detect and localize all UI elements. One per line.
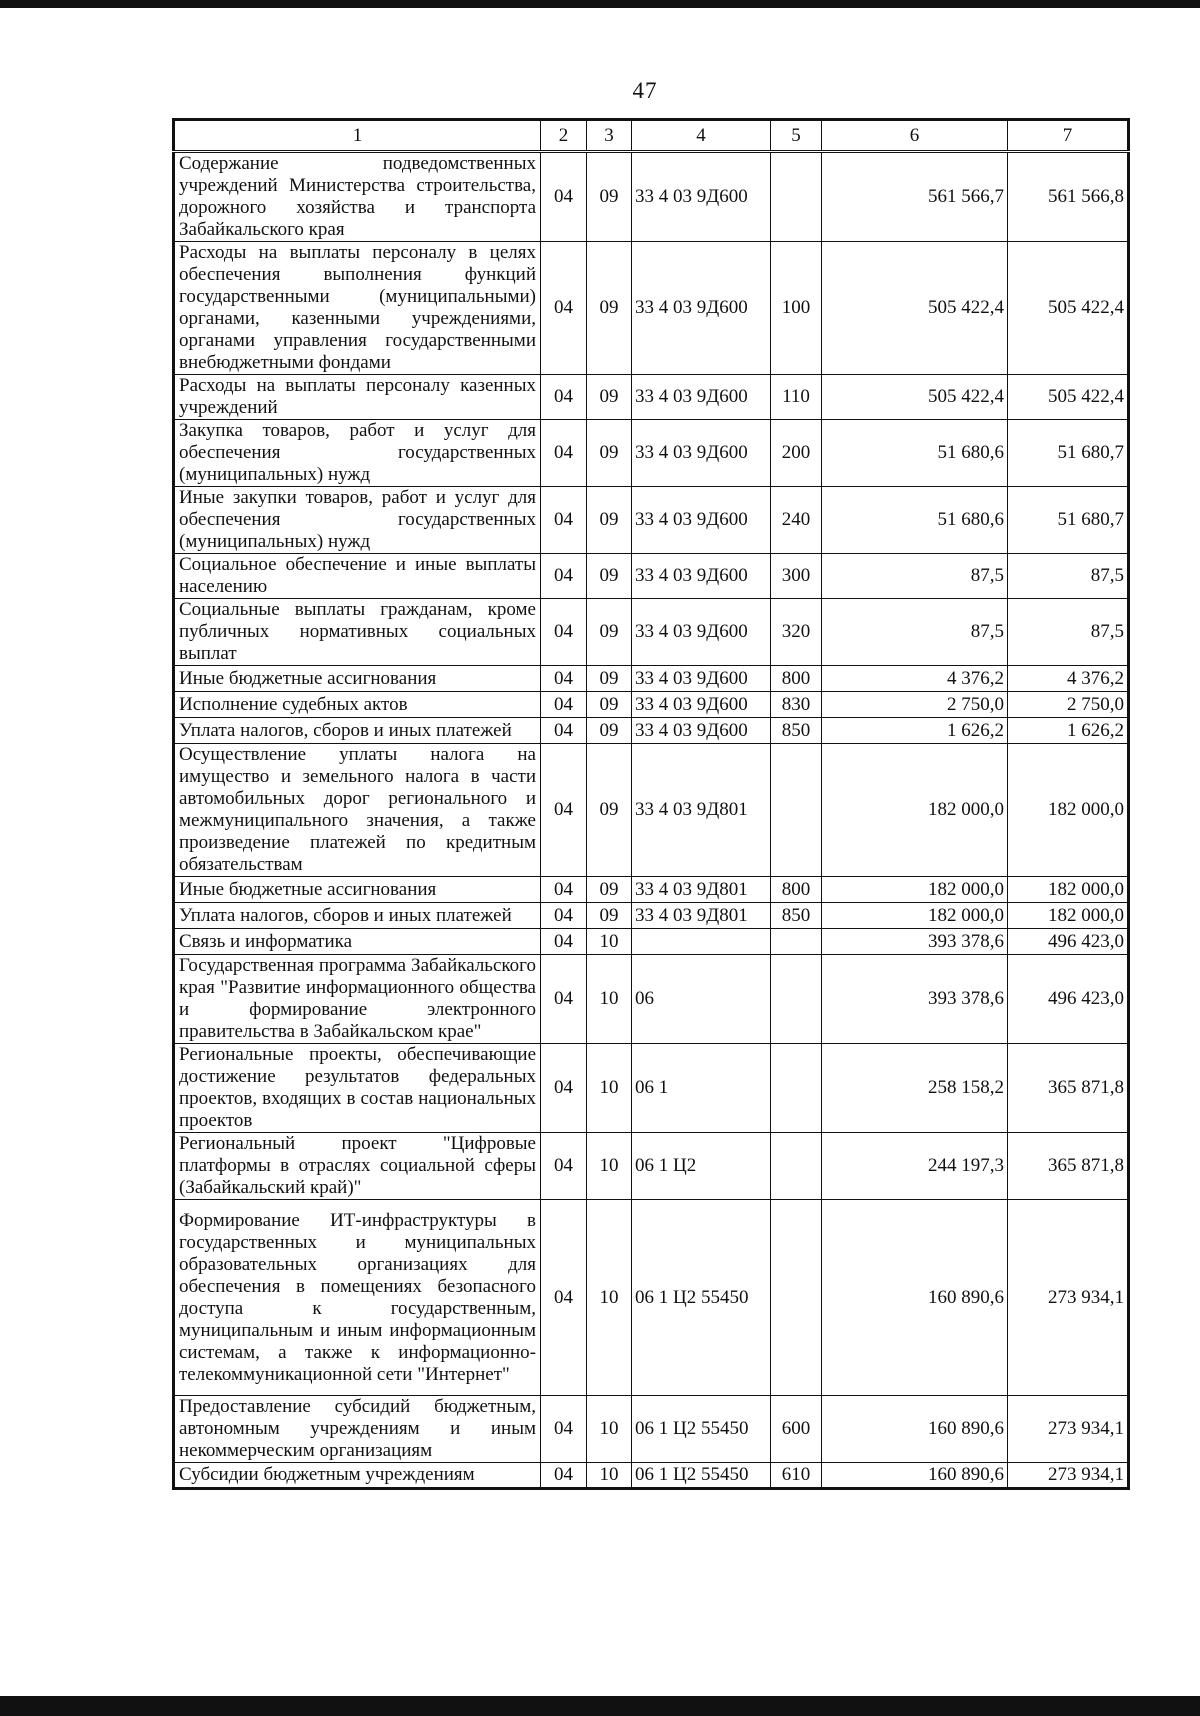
row-section: 04 — [541, 903, 587, 929]
row-amount-1: 87,5 — [822, 554, 1008, 599]
row-section: 04 — [541, 1200, 587, 1396]
row-section: 04 — [541, 599, 587, 666]
row-target-article: 33 4 03 9Д801 — [632, 744, 771, 877]
row-section: 04 — [541, 152, 587, 242]
row-amount-1: 561 566,7 — [822, 152, 1008, 242]
table-row — [174, 903, 1129, 929]
row-amount-2: 87,5 — [1008, 599, 1129, 666]
table-row — [174, 744, 1129, 877]
row-target-article: 33 4 03 9Д600 — [632, 242, 771, 375]
row-target-article: 06 1 Ц2 55450 — [632, 1200, 771, 1396]
row-section: 04 — [541, 1396, 587, 1463]
row-amount-1: 505 422,4 — [822, 242, 1008, 375]
row-subsection: 09 — [587, 903, 632, 929]
row-name: Иные бюджетные ассигнования — [174, 877, 541, 903]
row-expense-type — [771, 1044, 822, 1133]
row-subsection: 09 — [587, 487, 632, 554]
row-expense-type: 600 — [771, 1396, 822, 1463]
row-subsection: 10 — [587, 1044, 632, 1133]
row-amount-1: 393 378,6 — [822, 929, 1008, 955]
row-amount-1: 4 376,2 — [822, 666, 1008, 692]
row-subsection: 10 — [587, 929, 632, 955]
row-amount-2: 182 000,0 — [1008, 903, 1129, 929]
row-target-article: 33 4 03 9Д801 — [632, 877, 771, 903]
row-target-article: 33 4 03 9Д600 — [632, 375, 771, 420]
table-row — [174, 877, 1129, 903]
row-amount-2: 2 750,0 — [1008, 692, 1129, 718]
row-target-article: 33 4 03 9Д600 — [632, 420, 771, 487]
row-amount-2: 505 422,4 — [1008, 375, 1129, 420]
row-section: 04 — [541, 955, 587, 1044]
row-amount-2: 51 680,7 — [1008, 420, 1129, 487]
col-header-amount-1: 6 — [822, 120, 1008, 152]
row-name: Закупка товаров, работ и услуг для обеспечения государственных (муниципальных) нужд — [174, 420, 541, 487]
row-target-article: 33 4 03 9Д600 — [632, 666, 771, 692]
row-expense-type: 800 — [771, 877, 822, 903]
row-name: Уплата налогов, сборов и иных платежей — [174, 903, 541, 929]
table-row — [174, 929, 1129, 955]
row-target-article: 33 4 03 9Д801 — [632, 903, 771, 929]
row-amount-1: 244 197,3 — [822, 1133, 1008, 1200]
row-target-article: 33 4 03 9Д600 — [632, 487, 771, 554]
budget-table — [172, 118, 1130, 1490]
row-target-article: 33 4 03 9Д600 — [632, 152, 771, 242]
row-name: Уплата налогов, сборов и иных платежей — [174, 718, 541, 744]
row-subsection: 09 — [587, 718, 632, 744]
row-expense-type: 850 — [771, 718, 822, 744]
row-name: Исполнение судебных актов — [174, 692, 541, 718]
table-header-row — [174, 120, 1129, 152]
row-expense-type: 830 — [771, 692, 822, 718]
row-target-article: 06 1 Ц2 55450 — [632, 1463, 771, 1489]
row-subsection: 09 — [587, 744, 632, 877]
row-amount-2: 496 423,0 — [1008, 929, 1129, 955]
table-row — [174, 242, 1129, 375]
row-name: Формирование ИТ-инфраструктуры в государственных и муниципальных образовательных организациях для обеспечения в помещениях безопасного доступа к государственным, муниципальным и иным информационным системам, а также к информационно-телекоммуникационной сети "Интернет" — [174, 1200, 541, 1396]
row-amount-1: 182 000,0 — [822, 744, 1008, 877]
row-section: 04 — [541, 242, 587, 375]
row-amount-2: 273 934,1 — [1008, 1396, 1129, 1463]
row-amount-1: 160 890,6 — [822, 1200, 1008, 1396]
row-section: 04 — [541, 1044, 587, 1133]
row-amount-2: 4 376,2 — [1008, 666, 1129, 692]
col-header-section: 2 — [541, 120, 587, 152]
row-target-article: 06 1 — [632, 1044, 771, 1133]
page-number: 47 — [632, 78, 658, 103]
row-name: Расходы на выплаты персоналу казенных учреждений — [174, 375, 541, 420]
row-subsection: 09 — [587, 420, 632, 487]
row-amount-1: 51 680,6 — [822, 487, 1008, 554]
col-header-amount-2: 7 — [1008, 120, 1129, 152]
table-row — [174, 955, 1129, 1044]
row-name: Расходы на выплаты персоналу в целях обеспечения выполнения функций государственными (муниципальными) органами, казенными учреждениями, органами управления государственными внебюджетными фондами — [174, 242, 541, 375]
row-expense-type: 200 — [771, 420, 822, 487]
row-target-article: 06 — [632, 955, 771, 1044]
row-expense-type: 320 — [771, 599, 822, 666]
table-row — [174, 666, 1129, 692]
table-row — [174, 599, 1129, 666]
row-section: 04 — [541, 375, 587, 420]
row-expense-type — [771, 1200, 822, 1396]
scan-bottom-border — [0, 1696, 1200, 1716]
table-row — [174, 718, 1129, 744]
row-name: Содержание подведомственных учреждений Министерства строительства, дорожного хозяйства и транспорта Забайкальского края — [174, 152, 541, 242]
row-section: 04 — [541, 487, 587, 554]
row-section: 04 — [541, 554, 587, 599]
row-amount-1: 51 680,6 — [822, 420, 1008, 487]
table-row — [174, 1044, 1129, 1133]
row-name: Иные закупки товаров, работ и услуг для обеспечения государственных (муниципальных) нужд — [174, 487, 541, 554]
row-name: Субсидии бюджетным учреждениям — [174, 1463, 541, 1489]
table-row — [174, 487, 1129, 554]
table-body — [174, 152, 1129, 1489]
row-amount-2: 561 566,8 — [1008, 152, 1129, 242]
row-amount-1: 1 626,2 — [822, 718, 1008, 744]
row-section: 04 — [541, 666, 587, 692]
row-section: 04 — [541, 929, 587, 955]
row-amount-2: 273 934,1 — [1008, 1463, 1129, 1489]
table-row — [174, 1396, 1129, 1463]
row-target-article: 33 4 03 9Д600 — [632, 554, 771, 599]
row-subsection: 10 — [587, 955, 632, 1044]
table-row — [174, 1133, 1129, 1200]
row-amount-1: 160 890,6 — [822, 1396, 1008, 1463]
scan-top-border — [0, 0, 1200, 8]
table-row — [174, 420, 1129, 487]
row-expense-type: 110 — [771, 375, 822, 420]
row-name: Региональные проекты, обеспечивающие достижение результатов федеральных проектов, входящих в состав национальных проектов — [174, 1044, 541, 1133]
row-subsection: 09 — [587, 554, 632, 599]
table-row — [174, 1200, 1129, 1396]
col-header-expense-type: 5 — [771, 120, 822, 152]
row-subsection: 09 — [587, 152, 632, 242]
row-amount-2: 496 423,0 — [1008, 955, 1129, 1044]
table-row — [174, 554, 1129, 599]
row-subsection: 10 — [587, 1463, 632, 1489]
row-name: Социальные выплаты гражданам, кроме публичных нормативных социальных выплат — [174, 599, 541, 666]
row-amount-2: 365 871,8 — [1008, 1044, 1129, 1133]
row-subsection: 09 — [587, 692, 632, 718]
row-amount-2: 1 626,2 — [1008, 718, 1129, 744]
row-amount-2: 505 422,4 — [1008, 242, 1129, 375]
row-section: 04 — [541, 692, 587, 718]
row-target-article: 33 4 03 9Д600 — [632, 599, 771, 666]
row-amount-2: 182 000,0 — [1008, 744, 1129, 877]
row-target-article: 06 1 Ц2 55450 — [632, 1396, 771, 1463]
table-row — [174, 375, 1129, 420]
row-target-article — [632, 929, 771, 955]
row-name: Связь и информатика — [174, 929, 541, 955]
row-expense-type: 300 — [771, 554, 822, 599]
row-amount-1: 2 750,0 — [822, 692, 1008, 718]
row-name: Иные бюджетные ассигнования — [174, 666, 541, 692]
row-subsection: 10 — [587, 1396, 632, 1463]
row-subsection: 09 — [587, 599, 632, 666]
row-expense-type — [771, 955, 822, 1044]
row-name: Государственная программа Забайкальского края "Развитие информационного общества и формирование электронного правительства в Забайкальском крае" — [174, 955, 541, 1044]
row-target-article: 33 4 03 9Д600 — [632, 718, 771, 744]
row-subsection: 09 — [587, 375, 632, 420]
row-amount-1: 182 000,0 — [822, 877, 1008, 903]
row-name: Осуществление уплаты налога на имущество и земельного налога в части автомобильных дорог регионального и межмуниципального значения, а также произведение платежей по кредитным обязательствам — [174, 744, 541, 877]
row-expense-type — [771, 929, 822, 955]
row-amount-1: 87,5 — [822, 599, 1008, 666]
col-header-target-article: 4 — [632, 120, 771, 152]
row-expense-type — [771, 1133, 822, 1200]
row-amount-1: 160 890,6 — [822, 1463, 1008, 1489]
table-row — [174, 1463, 1129, 1489]
col-header-name: 1 — [174, 120, 541, 152]
row-expense-type — [771, 744, 822, 877]
row-name: Социальное обеспечение и иные выплаты населению — [174, 554, 541, 599]
row-target-article: 06 1 Ц2 — [632, 1133, 771, 1200]
row-expense-type: 610 — [771, 1463, 822, 1489]
row-subsection: 10 — [587, 1133, 632, 1200]
row-amount-2: 273 934,1 — [1008, 1200, 1129, 1396]
row-amount-2: 51 680,7 — [1008, 487, 1129, 554]
row-amount-2: 87,5 — [1008, 554, 1129, 599]
row-subsection: 09 — [587, 666, 632, 692]
row-target-article: 33 4 03 9Д600 — [632, 692, 771, 718]
row-expense-type: 100 — [771, 242, 822, 375]
row-amount-1: 182 000,0 — [822, 903, 1008, 929]
row-section: 04 — [541, 718, 587, 744]
row-amount-2: 365 871,8 — [1008, 1133, 1129, 1200]
table-row — [174, 152, 1129, 242]
row-subsection: 09 — [587, 877, 632, 903]
row-amount-1: 258 158,2 — [822, 1044, 1008, 1133]
row-amount-1: 505 422,4 — [822, 375, 1008, 420]
row-amount-2: 182 000,0 — [1008, 877, 1129, 903]
row-subsection: 09 — [587, 242, 632, 375]
row-expense-type: 240 — [771, 487, 822, 554]
row-subsection: 10 — [587, 1200, 632, 1396]
row-section: 04 — [541, 1463, 587, 1489]
table-row — [174, 692, 1129, 718]
row-expense-type: 850 — [771, 903, 822, 929]
row-section: 04 — [541, 420, 587, 487]
row-name: Предоставление субсидий бюджетным, автономным учреждениям и иным некоммерческим организациям — [174, 1396, 541, 1463]
row-expense-type — [771, 152, 822, 242]
row-section: 04 — [541, 877, 587, 903]
row-section: 04 — [541, 1133, 587, 1200]
row-section: 04 — [541, 744, 587, 877]
row-name: Региональный проект "Цифровые платформы в отраслях социальной сферы (Забайкальский край)" — [174, 1133, 541, 1200]
col-header-subsection: 3 — [587, 120, 632, 152]
row-expense-type: 800 — [771, 666, 822, 692]
row-amount-1: 393 378,6 — [822, 955, 1008, 1044]
